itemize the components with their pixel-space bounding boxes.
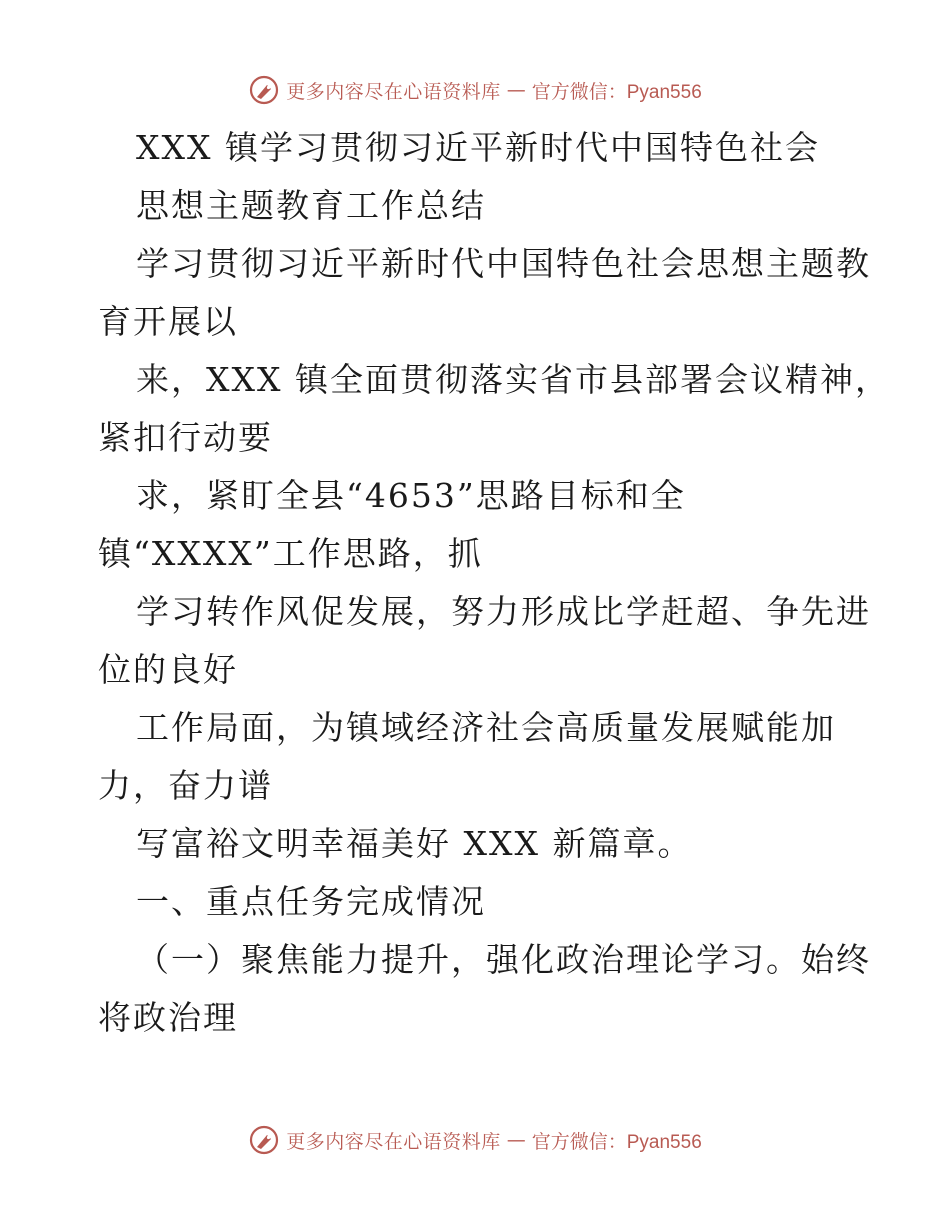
paragraph-line: 来，XXX 镇全面贯彻落实省市县部署会议精神， [136,360,890,399]
paragraph-line: 学习转作风促发展，努力形成比学赶超、争先进 [136,592,871,631]
title-line-2: 思想主题教育工作总结 [136,186,486,225]
banner-wechat-text: 官方微信：Pyan556 [531,1131,702,1153]
paragraph-line: 将政治理 [98,998,238,1037]
footer-banner [0,1120,950,1160]
pen-nib-logo-icon [248,1124,280,1156]
title-line-1: XXX 镇学习贯彻习近平新时代中国特色社会 [136,128,820,167]
subsection-heading: （一）聚焦能力提升，强化政治理论学习。始终 [136,940,871,979]
paragraph-line: 工作局面，为镇域经济社会高质量发展赋能加 [136,708,836,747]
paragraph-line: 育开展以 [98,302,238,341]
paragraph-line: 力，奋力谱 [98,766,273,805]
paragraph-line: 写富裕文明幸福美好 XXX 新篇章。 [136,824,693,863]
banner-library-text: 更多内容尽在心语资料库 [286,80,501,103]
banner-library-text: 更多内容尽在心语资料库 [286,1130,501,1153]
header-banner [0,70,950,110]
banner-separator: — [506,1129,526,1151]
paragraph-line: 求，紧盯全县“4653”思路目标和全 [136,476,686,515]
paragraph-line: 镇“XXXX”工作思路，抓 [98,534,483,573]
banner-wechat-text: 官方微信：Pyan556 [531,81,702,103]
pen-nib-logo-icon [248,74,280,106]
paragraph-line: 紧扣行动要 [98,418,273,457]
banner-separator: — [506,79,526,101]
paragraph-line: 学习贯彻习近平新时代中国特色社会思想主题教 [136,244,871,283]
section-heading: 一、重点任务完成情况 [136,882,486,921]
paragraph-line: 位的良好 [98,650,238,689]
